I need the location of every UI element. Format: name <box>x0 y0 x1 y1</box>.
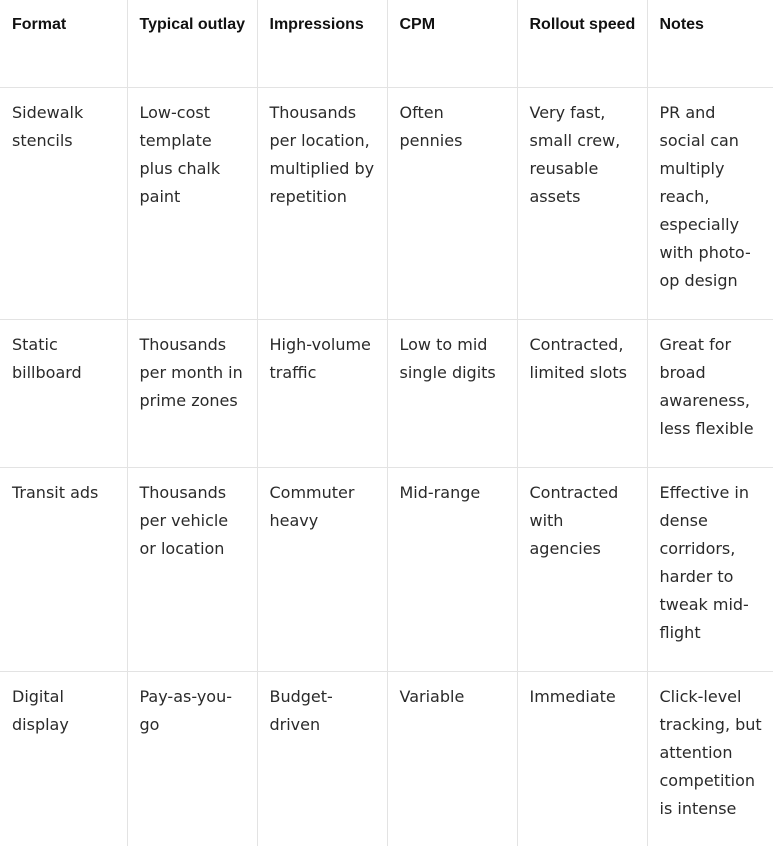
cell-cpm: Variable <box>387 672 517 847</box>
cell-format: Transit ads <box>0 468 127 672</box>
header-rollout-speed: Rollout speed <box>517 0 647 88</box>
cell-notes: PR and social can multiply reach, especially with photo-op design <box>647 88 773 320</box>
cell-format: Static billboard <box>0 320 127 468</box>
cell-notes: Great for broad awareness, less flexible <box>647 320 773 468</box>
header-typical-outlay: Typical outlay <box>127 0 257 88</box>
cell-notes: Effective in dense corridors, harder to tweak mid-flight <box>647 468 773 672</box>
cell-notes: Click-level tracking, but attention competition is intense <box>659 687 762 818</box>
cell-rollout-speed: Very fast, small crew, reusable assets <box>517 88 647 320</box>
header-format: Format <box>0 0 127 88</box>
cell-impressions: Commuter heavy <box>257 468 387 672</box>
cell-impressions: High-volume traffic <box>257 320 387 468</box>
table-row <box>0 320 773 468</box>
table-body <box>0 88 773 847</box>
cell-cpm: Low to mid single digits <box>387 320 517 468</box>
header-impressions: Impressions <box>257 0 387 88</box>
header-cpm: CPM <box>387 0 517 88</box>
table-header <box>0 0 773 88</box>
header-notes: Notes <box>647 0 773 88</box>
table-row <box>0 672 773 847</box>
cell-cpm: Mid-range <box>387 468 517 672</box>
cell-impressions: Thousands per location, multiplied by repetition <box>257 88 387 320</box>
table-row <box>0 88 773 320</box>
cell-typical-outlay: Thousands per month in prime zones <box>127 320 257 468</box>
cell-format: Sidewalk stencils <box>0 88 127 320</box>
cell-rollout-speed: Immediate <box>517 672 647 847</box>
cell-rollout-speed: Contracted with agencies <box>517 468 647 672</box>
table-row <box>0 468 773 672</box>
cell-rollout-speed: Contracted, limited slots <box>517 320 647 468</box>
header-row <box>0 0 773 88</box>
cell-format: Digital display <box>0 672 127 847</box>
cell-cpm: Often pennies <box>387 88 517 320</box>
cell-typical-outlay: Low-cost template plus chalk paint <box>127 88 257 320</box>
cell-typical-outlay: Thousands per vehicle or location <box>127 468 257 672</box>
cell-impressions: Budget-driven <box>257 672 387 847</box>
cell-typical-outlay: Pay-as-you-go <box>127 672 257 847</box>
